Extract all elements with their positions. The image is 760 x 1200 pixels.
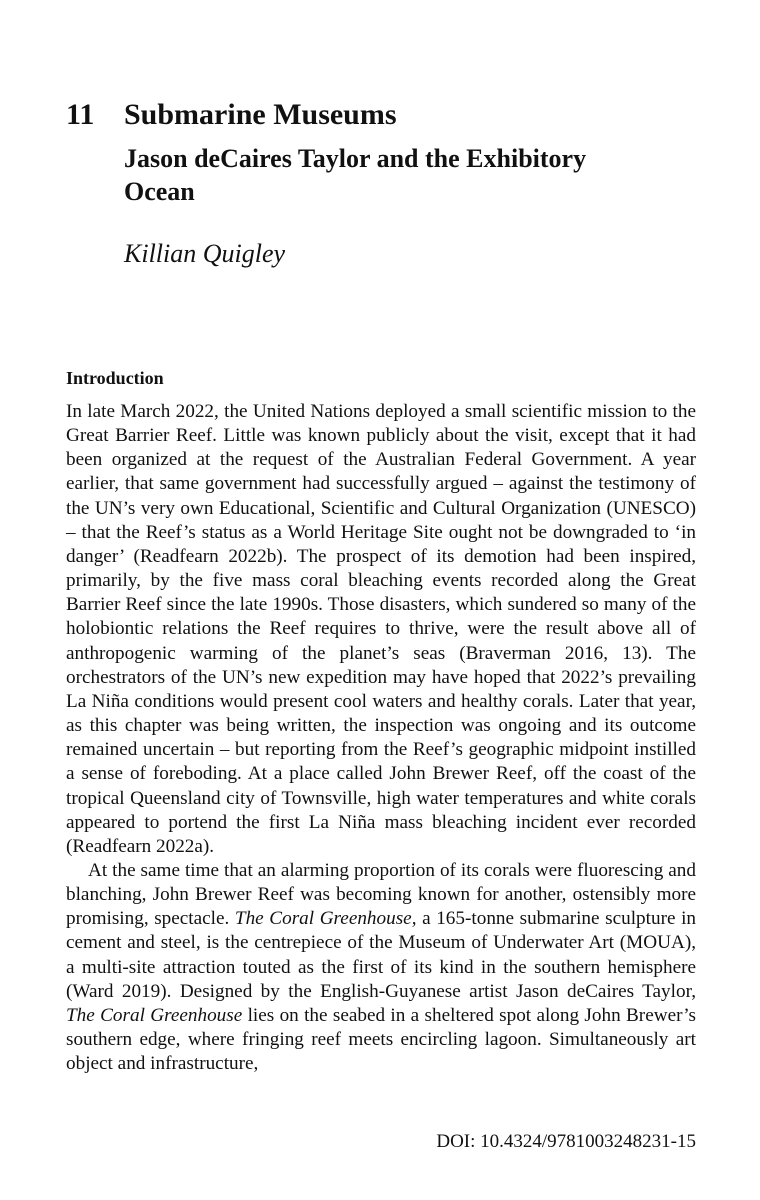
chapter-number: 11 (66, 98, 95, 131)
paragraph-2 (66, 859, 696, 1076)
section-heading: Introduction (66, 368, 164, 388)
chapter-author: Killian Quigley (124, 239, 286, 268)
artwork-title-italic: The Coral Greenhouse (234, 908, 412, 930)
chapter-title: Submarine Museums (124, 98, 397, 131)
body-text (66, 400, 696, 1076)
doi-footer: DOI: 10.4324/9781003248231-15 (436, 1131, 696, 1152)
paragraph-1: In late March 2022, the United Nations deployed a small scientific mission to the Great Barrier Reef. Little was known publicly about the visit, except that it had been organized at the request of the Australian Federal Government. A year earlier, that same government had successfully argued – against the testimony of the UN’s very own Educational, Scientific and Cultural Organization (UNESCO) – that the Reef’s status as a World Heritage Site ought not be downgraded to ‘in danger’ (Readfearn 2022b). The prospect of its demotion had been inspired, primarily, by the five mass coral bleaching events recorded along the Great Barrier Reef since the late 1990s. Those disasters, which sundered so many of the holobiontic relations the Reef requires to thrive, were the result above all of anthropogenic warming of the planet’s seas (Braverman 2016, 13). The orchestrators of the UN’s new expedition may have hoped that 2022’s prevailing La Niña conditions would present cool waters and healthy corals. Later that year, as this chapter was being written, the inspection was ongoing and its outcome remained uncertain – but reporting from the Reef’s geographic midpoint instilled a sense of foreboding. At a place called John Brewer Reef, off the coast of the tropical Queensland city of Townsville, high water temperatures and white corals appeared to portend the first La Niña mass bleaching incident ever recorded (Readfearn 2022a). (66, 401, 696, 857)
paragraph-2-text-a: At the same time that an alarming proportion of its corals were fluorescing and blanching, John Brewer Reef was becoming known for another, ostensibly more promising, spectacle. (66, 859, 696, 930)
paragraph-2-text-b: , a 165-tonne submarine sculpture in cement and steel, is the centrepiece of the Museum of Underwater Art (MOUA), a multi-site attraction touted as the first of its kind in the southern hemisphere (Ward 2019). Designed by the English-Guyanese artist Jason deCaires Taylor, (66, 908, 697, 1002)
chapter-subtitle: Jason deCaires Taylor and the Exhibitory Ocean (124, 144, 587, 206)
paragraph-2-text-c: lies on the seabed in a sheltered spot along John Brewer’s southern edge, where fringing reef meets encircling lagoon. Simultaneously art object and infrastructure, (66, 1004, 696, 1075)
chapter-title-line (66, 96, 706, 134)
artwork-title-italic: The Coral Greenhouse (66, 1004, 243, 1026)
chapter-header (66, 96, 706, 270)
